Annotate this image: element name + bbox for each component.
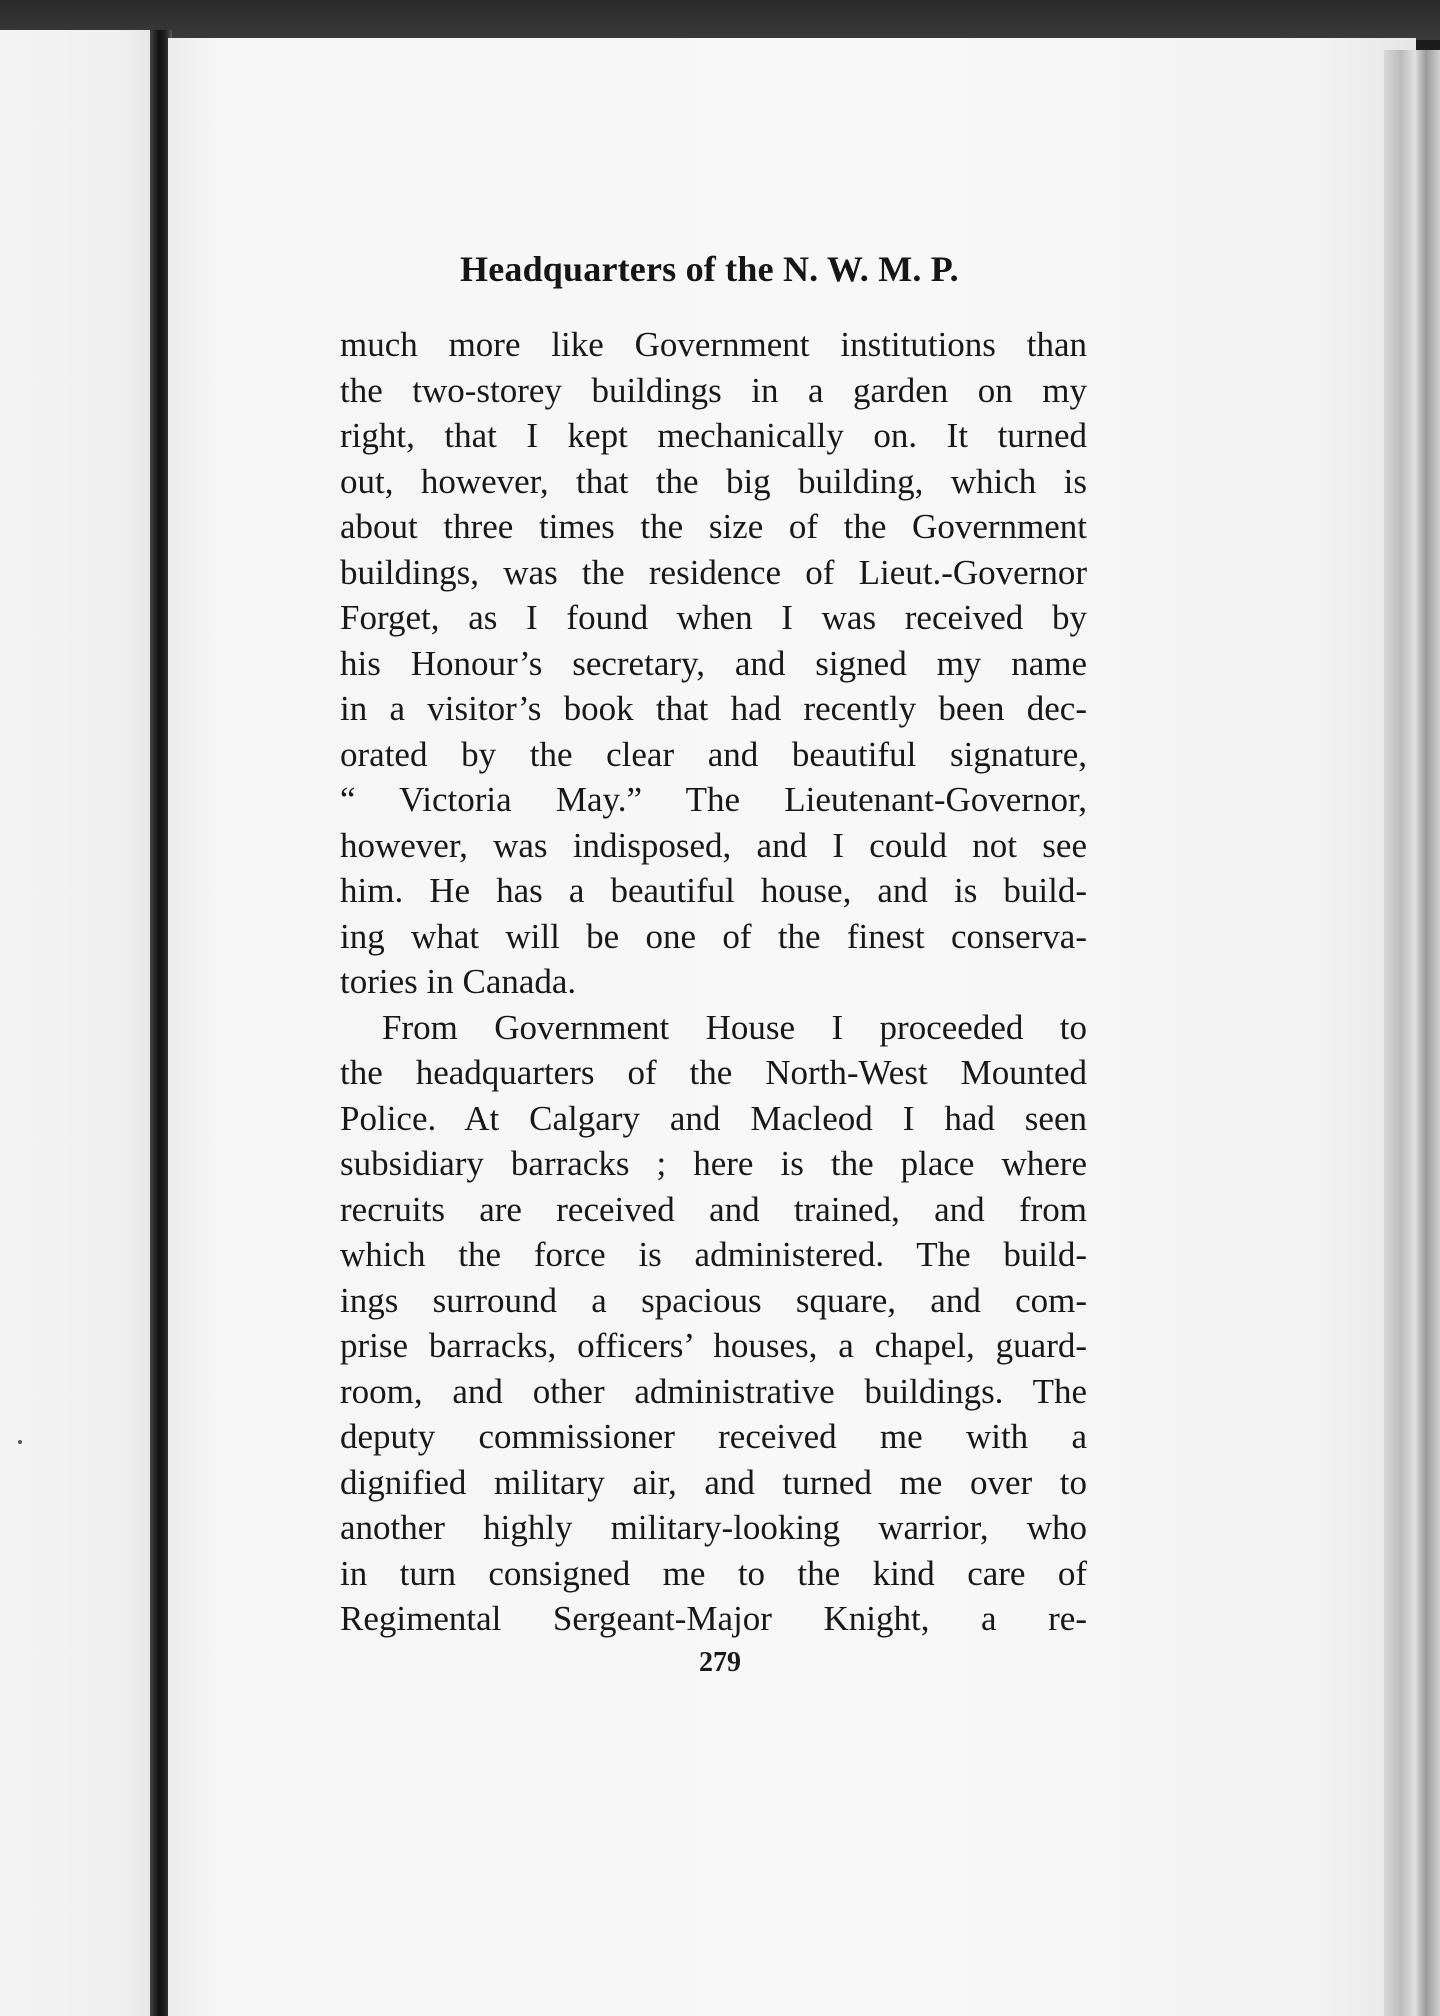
text-line: in a visitor’s book that had recently been dec- (340, 689, 1087, 728)
text-line: Police. At Calgary and Macleod I had seen (340, 1098, 1087, 1138)
text-line: in turn consigned me to the kind care of (340, 1553, 1087, 1593)
text-line: ings surround a spacious square, and com- (340, 1280, 1087, 1320)
text-line: ing what will be one of the finest conserva- (340, 916, 1087, 956)
text-line: him. He has a beautiful house, and is build- (340, 871, 1087, 910)
paragraph (340, 1005, 1087, 1642)
scanner-background (0, 0, 1440, 40)
speck-mark (18, 1440, 22, 1444)
text-line: which the force is administered. The build- (340, 1235, 1087, 1274)
text-line: prise barracks, officers’ houses, a chapel, guard- (340, 1326, 1087, 1365)
text-line: out, however, that the big building, which is (340, 461, 1087, 501)
text-line: however, was indisposed, and I could not see (340, 825, 1087, 865)
text-line: another highly military-looking warrior, who (340, 1508, 1087, 1547)
paragraph (340, 322, 1087, 1005)
text-line: about three times the size of the Government (340, 507, 1087, 546)
text-line: Regimental Sergeant-Major Knight, a re- (340, 1599, 1087, 1638)
text-line: much more like Government institutions than (340, 325, 1087, 364)
text-line: right, that I kept mechanically on. It turned (340, 416, 1087, 455)
text-line: From Government House I proceeded to (382, 1007, 1087, 1047)
text-line: the two-storey buildings in a garden on my (340, 370, 1087, 410)
text-line: “ Victoria May.” The Lieutenant-Governor, (340, 780, 1087, 819)
text-line: Forget, as I found when I was received by (340, 598, 1087, 637)
text-line: the headquarters of the North-West Mounted (340, 1053, 1087, 1092)
page-edges (1384, 50, 1440, 2016)
text-line: room, and other administrative buildings. The (340, 1371, 1087, 1411)
text-line: buildings, was the residence of Lieut.-Governor (340, 552, 1087, 592)
text-line: deputy commissioner received me with a (340, 1417, 1087, 1456)
running-head: Headquarters of the N. W. M. P. (460, 249, 959, 289)
text-line: recruits are received and trained, and from (340, 1189, 1087, 1229)
text-line: dignified military air, and turned me over to (340, 1462, 1087, 1502)
body-text (340, 322, 1087, 1642)
text-line: tories in Canada. (340, 962, 577, 1001)
left-page (0, 30, 160, 2016)
text-line: orated by the clear and beautiful signature, (340, 734, 1087, 774)
page-number: 279 (699, 1647, 741, 1678)
text-line: subsidiary barracks ; here is the place where (340, 1144, 1087, 1183)
text-line: his Honour’s secretary, and signed my name (340, 643, 1087, 683)
